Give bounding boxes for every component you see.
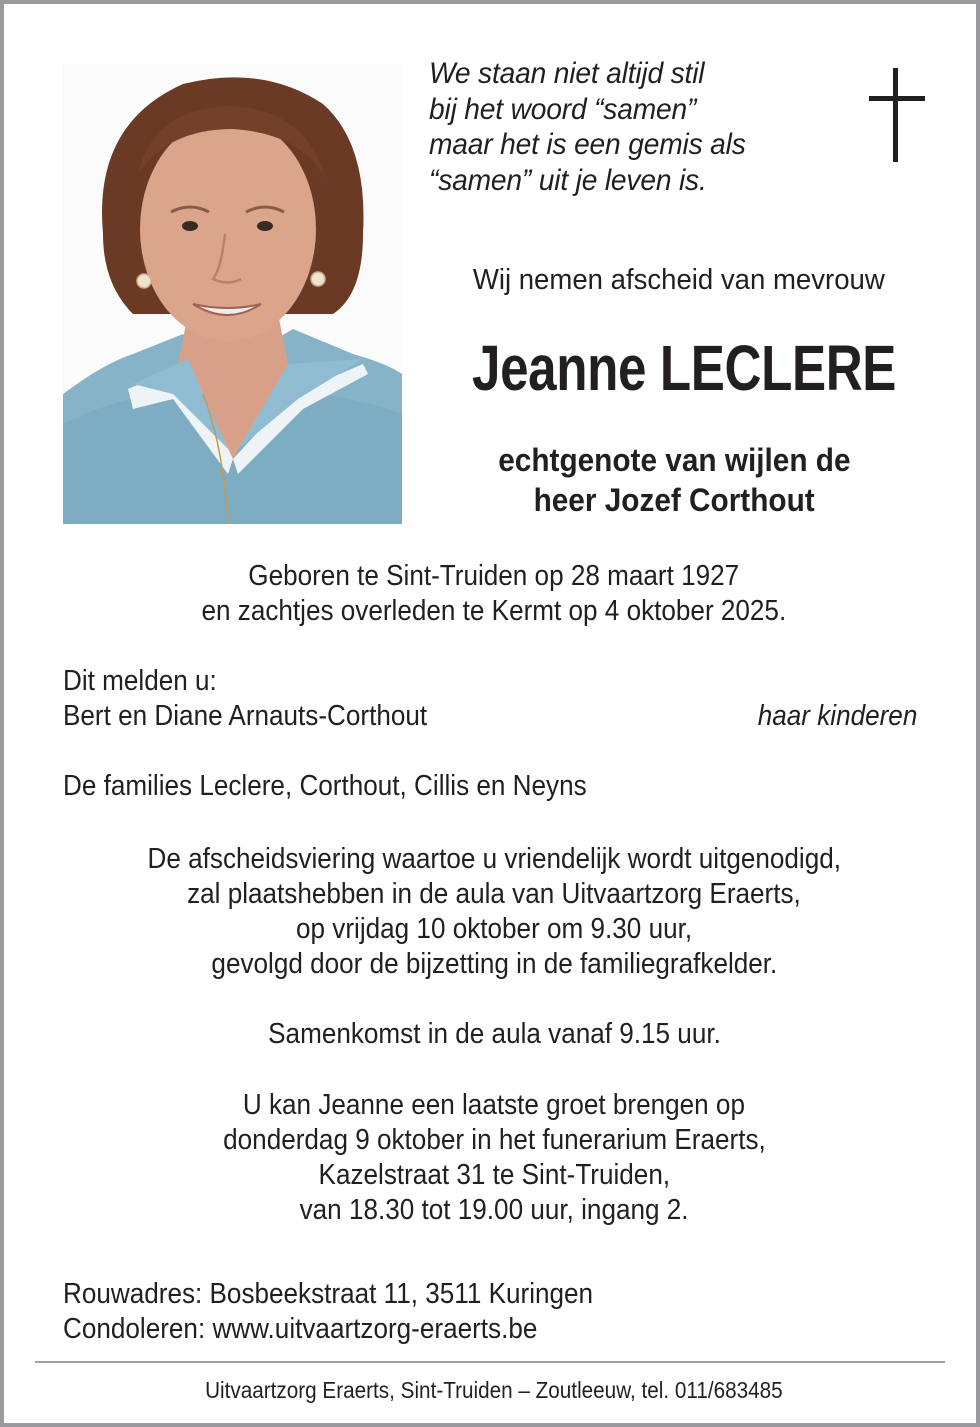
ceremony-line: op vrijdag 10 oktober om 9.30 uur, [295,913,693,945]
visitation-line: van 18.30 tot 19.00 uur, ingang 2. [299,1194,689,1226]
contact-info [63,1277,923,1347]
condolence-link[interactable]: Condoleren: www.uitvaartzorg-eraerts.be [63,1313,538,1345]
gathering-info [24,1017,964,1052]
announcement-heading: Dit melden u: [63,665,217,697]
funeral-home-footer [24,1375,964,1405]
death-line: en zachtjes overleden te Kermt op 4 oktober 2025. [201,595,787,627]
deceased-name [404,330,964,406]
cross-vertical-bar [893,68,898,162]
cross-icon [869,68,925,162]
footer-divider [35,1361,945,1363]
visitation-line: donderdag 9 oktober in het funerarium Eraerts, [222,1124,766,1156]
ceremony-line: De afscheidsviering waartoe u vriendelijk wordt uitgenodigd, [147,843,841,875]
gathering-line: Samenkomst in de aula vanaf 9.15 uur. [267,1018,721,1050]
poem-line: maar het is een gemis als [429,128,746,161]
intro-label: Wij nemen afscheid van mevrouw [473,264,885,296]
portrait-photo [63,64,402,524]
portrait-image [63,64,402,524]
footer-text: Uitvaartzorg Eraerts, Sint-Truiden – Zoutleeuw, tel. 011/683485 [205,1377,783,1403]
poem-line: We staan niet altijd stil [429,57,705,90]
ceremony-line: gevolgd door de bijzetting in de familiegrafkelder. [211,948,777,980]
visitation-line: U kan Jeanne een laatste groet brengen op [242,1089,746,1121]
ceremony-line: zal plaatshebben in de aula van Uitvaartzorg Eraerts, [187,878,801,910]
ceremony-info [24,842,964,982]
cross-horizontal-bar [869,96,925,101]
intro-text [424,262,934,298]
spouse-line: heer Jozef Corthout [533,482,815,518]
mourner-row [63,699,923,734]
families-line [63,769,923,804]
announcement [63,664,923,734]
families-text: De families Leclere, Corthout, Cillis en Neyns [63,770,587,802]
visitation-line: Kazelstraat 31 te Sint-Truiden, [318,1159,670,1191]
birth-line: Geboren te Sint-Truiden op 28 maart 1927 [248,560,740,592]
poem-line: “samen” uit je leven is. [429,163,707,197]
spouse-info [414,440,934,520]
visitation-info [24,1088,964,1228]
spouse-line: echtgenote van wijlen de [497,442,851,478]
memorial-poem [429,56,849,198]
poem-line: bij het woord “samen” [429,92,697,126]
mourner-relation: haar kinderen [757,700,917,732]
mourner-names: Bert en Diane Arnauts-Corthout [63,700,428,732]
birth-death-info [24,559,964,629]
mourning-address: Rouwadres: Bosbeekstraat 11, 3511 Kuringen [63,1278,594,1310]
deceased-name-text: Jeanne LECLERE [471,332,897,404]
